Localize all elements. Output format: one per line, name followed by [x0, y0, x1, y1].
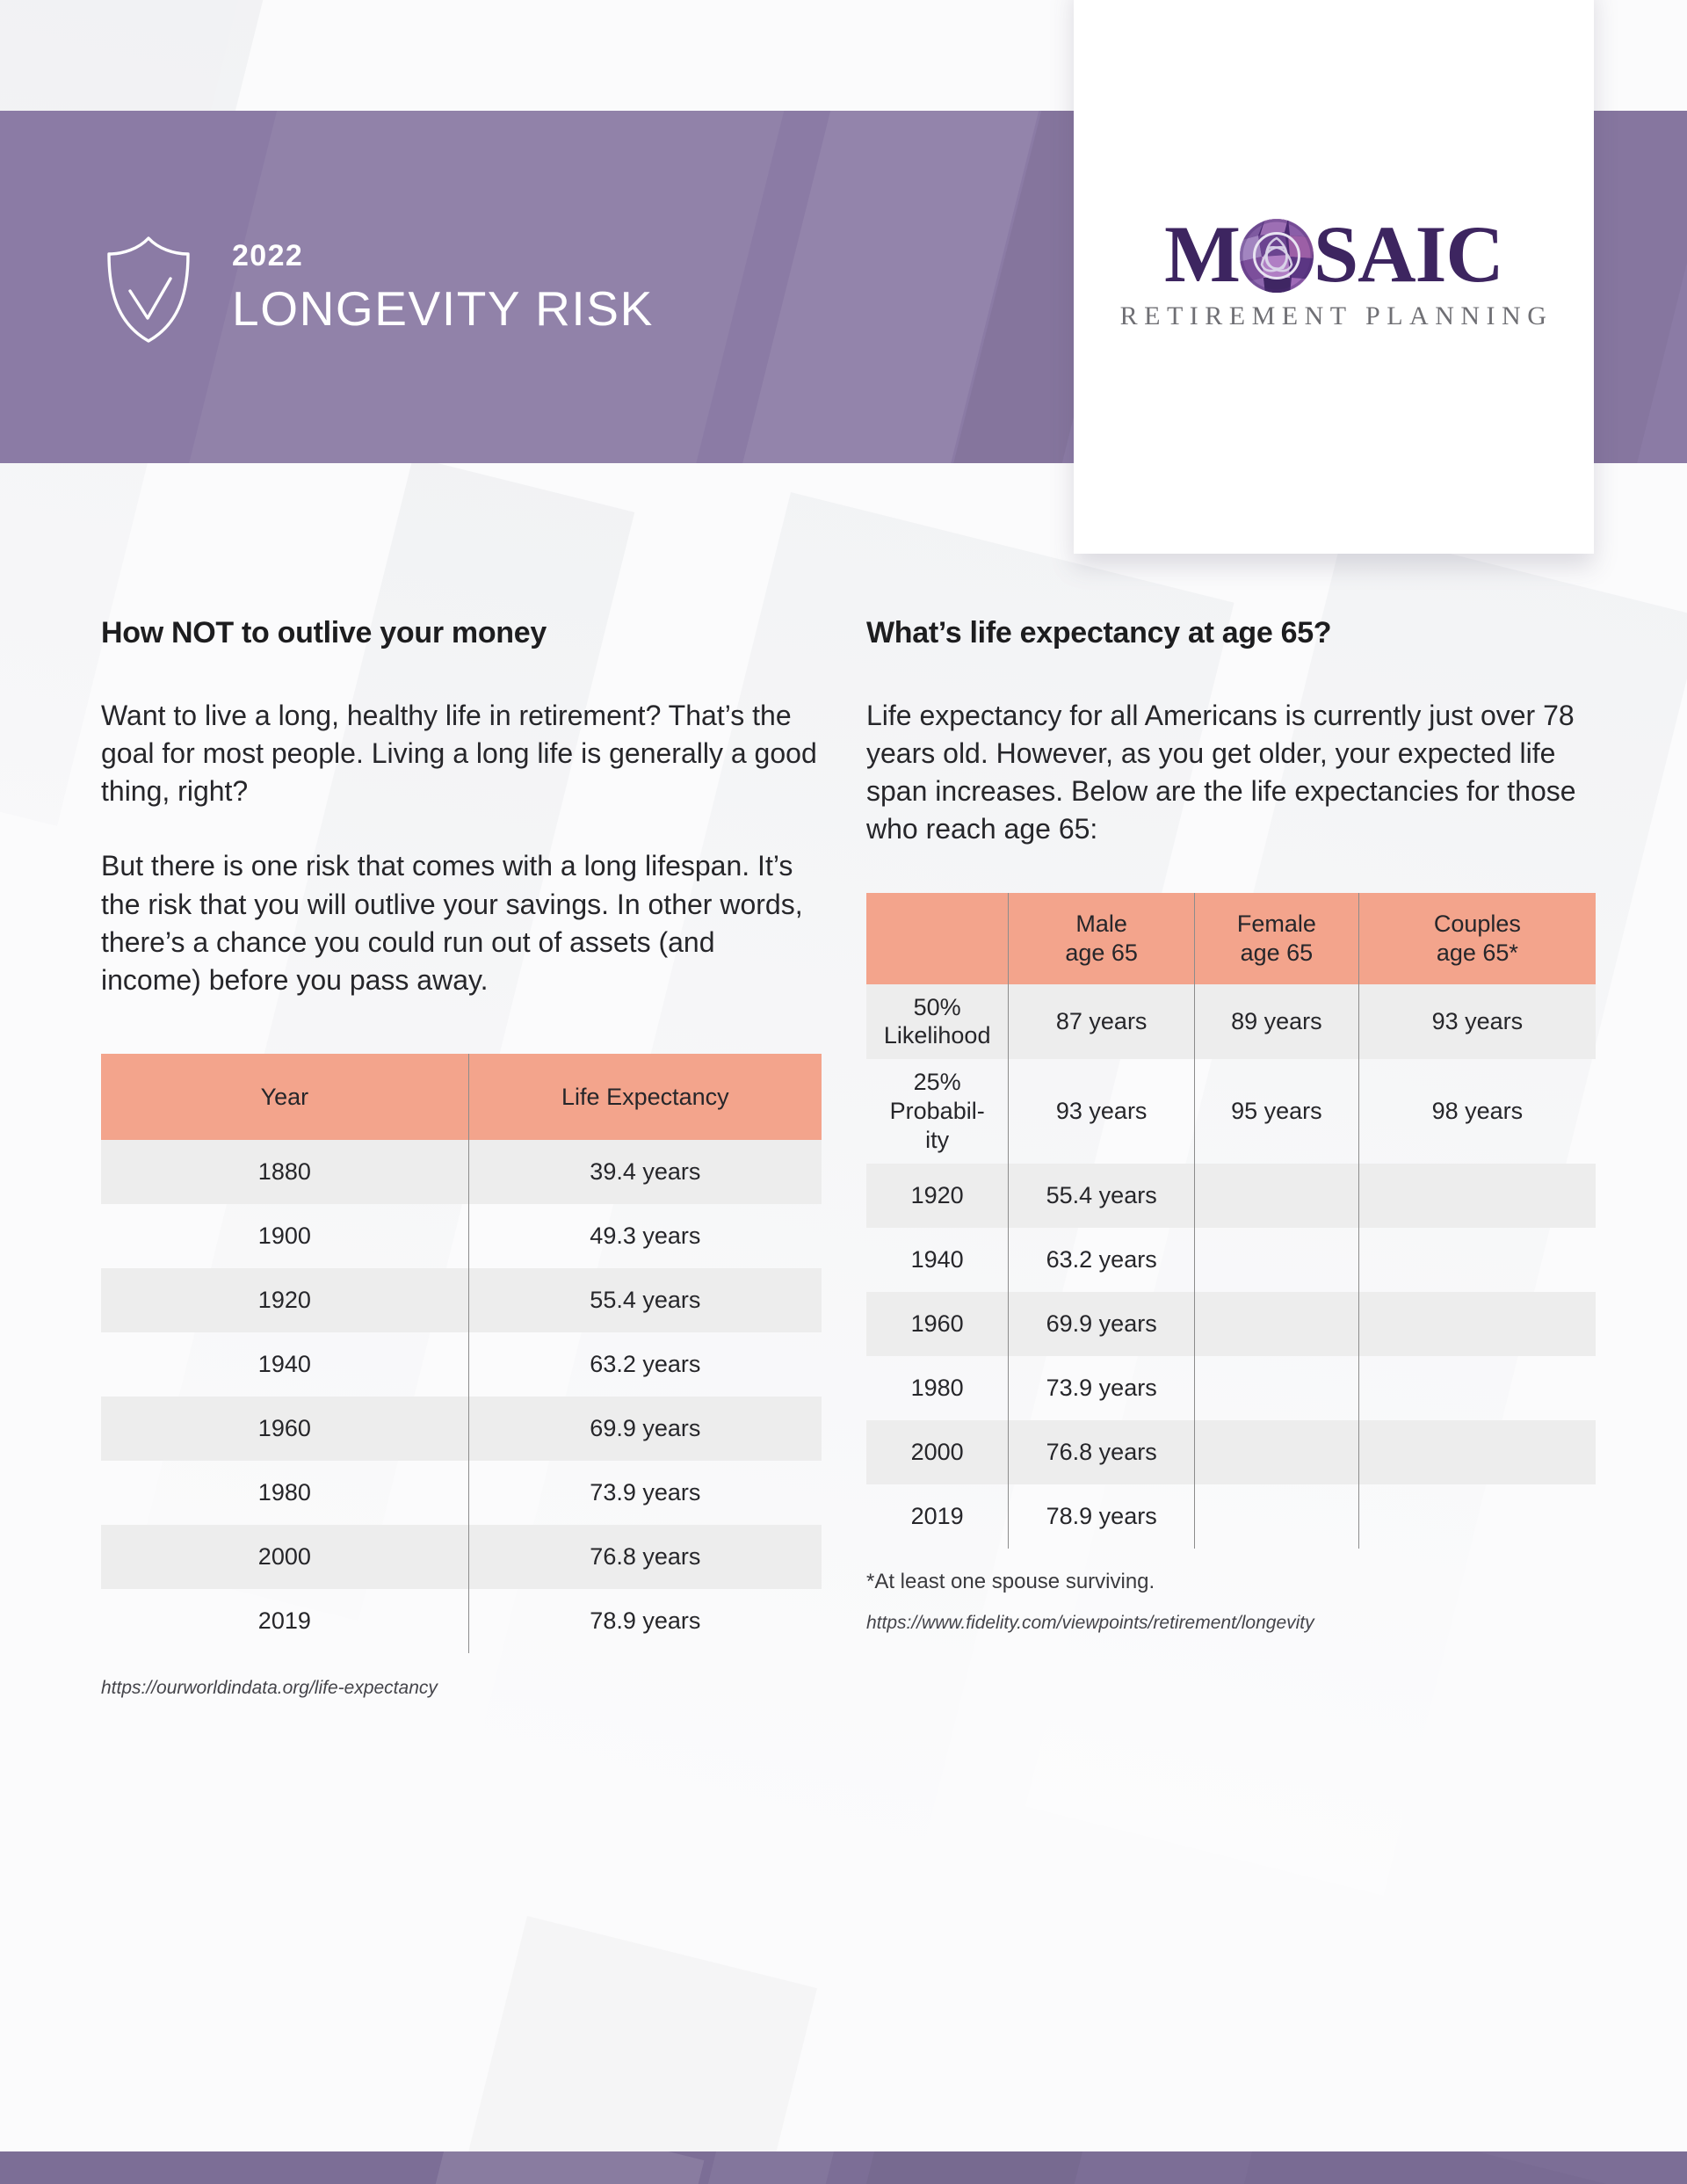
row-label-line-1: 25%	[913, 1069, 961, 1096]
header-line-1: Male	[1075, 910, 1127, 937]
logo-card	[1074, 0, 1594, 554]
table-row	[101, 1397, 822, 1461]
header-line-2: age 65	[1065, 939, 1138, 966]
row-label: 1940	[910, 1246, 964, 1273]
cell-male: 76.8 years	[1009, 1420, 1195, 1484]
table-row	[101, 1525, 822, 1589]
cell-couples	[1358, 1228, 1596, 1292]
right-paragraph-1: Life expectancy for all Americans is currently just over 78 years old. However, as you get older, your expected life span increases. Below are the life expectancies for those who reach age 65:	[866, 699, 1576, 845]
brand-logo	[1097, 209, 1571, 331]
cell-couples	[1358, 1292, 1596, 1356]
cell-year: 2019	[257, 1607, 311, 1635]
table-row	[866, 1420, 1596, 1484]
column-header-male-age-65	[1009, 893, 1195, 984]
table-row	[101, 1589, 822, 1653]
cell-female: 95 years	[1194, 1059, 1358, 1164]
cell-year: 1980	[257, 1479, 311, 1506]
table-header-row	[101, 1054, 822, 1140]
table-row	[866, 984, 1596, 1060]
left-source-link[interactable]: https://ourworldindata.org/life-expectancy	[101, 1678, 438, 1699]
right-section-heading: What’s life expectancy at age 65?	[866, 616, 1332, 649]
cell-female: 89 years	[1194, 984, 1358, 1060]
cell-year: 1960	[257, 1415, 311, 1442]
table-row	[101, 1332, 822, 1397]
cell-year: 1920	[257, 1287, 311, 1314]
cell-year: 2000	[257, 1543, 311, 1571]
left-section-heading: How NOT to outlive your money	[101, 616, 547, 649]
footer-stripe	[841, 2151, 1083, 2184]
table-row	[101, 1461, 822, 1525]
life-expectancy-by-year-table-wrapper	[101, 1054, 822, 1653]
row-label: 1980	[910, 1375, 964, 1402]
row-label-line-1: 50%	[913, 993, 961, 1020]
footer-banner	[0, 2151, 1687, 2184]
cell-couples: 93 years	[1358, 984, 1596, 1060]
table-row	[866, 1059, 1596, 1164]
left-paragraph-1: Want to live a long, healthy life in retirement? That’s the goal for most people. Living a long life is generally a good thing, right?	[101, 699, 817, 808]
shield-check-icon	[104, 235, 193, 345]
header-line-2: age 65	[1240, 939, 1314, 966]
row-label: 1960	[910, 1310, 964, 1338]
header-text-block	[232, 239, 654, 336]
cell-couples	[1358, 1420, 1596, 1484]
left-column	[101, 615, 822, 1700]
column-header-couples-age-65	[1358, 893, 1596, 984]
left-paragraph-2: But there is one risk that comes with a long lifespan. It’s the risk that you will outlive your savings. In other words, there’s a chance you could run out of assets (and income) before you pass away.	[101, 850, 803, 996]
cell-life-expectancy: 55.4 years	[468, 1268, 822, 1332]
table-row	[866, 1292, 1596, 1356]
cell-female	[1194, 1484, 1358, 1549]
cell-couples	[1358, 1484, 1596, 1549]
cell-male: 69.9 years	[1009, 1292, 1195, 1356]
column-header-blank	[866, 893, 1009, 984]
cell-female	[1194, 1164, 1358, 1228]
cell-life-expectancy: 73.9 years	[468, 1461, 822, 1525]
cell-life-expectancy: 78.9 years	[468, 1589, 822, 1653]
table-row	[101, 1268, 822, 1332]
cell-life-expectancy: 76.8 years	[468, 1525, 822, 1589]
logo-word-part-2: SAIC	[1313, 209, 1503, 299]
cell-life-expectancy: 49.3 years	[468, 1204, 822, 1268]
cell-male: 63.2 years	[1009, 1228, 1195, 1292]
table-header-row	[866, 893, 1596, 984]
cell-life-expectancy: 69.9 years	[468, 1397, 822, 1461]
table-row	[866, 1484, 1596, 1549]
logo-wordmark	[1097, 209, 1571, 299]
row-label: 2000	[910, 1439, 964, 1466]
header-line-1: Female	[1236, 910, 1316, 937]
table-row	[866, 1164, 1596, 1228]
table-row	[866, 1228, 1596, 1292]
row-label: 1920	[910, 1182, 964, 1209]
header-content	[0, 111, 654, 463]
cell-male: 87 years	[1009, 984, 1195, 1060]
cell-female	[1194, 1228, 1358, 1292]
row-label	[866, 1059, 1009, 1164]
footer-stripe	[410, 2151, 705, 2184]
row-label-line-3: ity	[925, 1127, 950, 1154]
right-source-link[interactable]: https://www.fidelity.com/viewpoints/retirement/longevity	[866, 1613, 1314, 1634]
table-row	[101, 1140, 822, 1204]
column-header-life-expectancy: Life Expectancy	[468, 1054, 822, 1140]
cell-life-expectancy: 39.4 years	[468, 1140, 822, 1204]
life-expectancy-by-year-table	[101, 1054, 822, 1653]
cell-year: 1880	[257, 1158, 311, 1186]
cell-female	[1194, 1420, 1358, 1484]
header-year: 2022	[232, 239, 304, 272]
row-label-line-2: Likelihood	[883, 1022, 991, 1049]
cell-male: 78.9 years	[1009, 1484, 1195, 1549]
cell-life-expectancy: 63.2 years	[468, 1332, 822, 1397]
right-footnote: *At least one spouse surviving.	[866, 1570, 1155, 1594]
table-row	[866, 1356, 1596, 1420]
cell-female	[1194, 1356, 1358, 1420]
cell-year: 1940	[257, 1351, 311, 1378]
footer-stripe	[683, 2151, 840, 2184]
cell-male: 55.4 years	[1009, 1164, 1195, 1228]
table-row	[101, 1204, 822, 1268]
cell-couples	[1358, 1356, 1596, 1420]
life-expectancy-age-65-table-wrapper	[866, 893, 1596, 1549]
row-label	[866, 984, 1009, 1060]
cell-couples: 98 years	[1358, 1059, 1596, 1164]
cell-year: 1900	[257, 1223, 311, 1250]
column-header-year: Year	[101, 1054, 468, 1140]
cell-male: 73.9 years	[1009, 1356, 1195, 1420]
header-line-1: Couples	[1433, 910, 1521, 937]
mosaic-triquetra-icon	[1239, 218, 1314, 294]
cell-couples	[1358, 1164, 1596, 1228]
logo-tagline: RETIREMENT PLANNING	[1119, 301, 1553, 330]
cell-male: 93 years	[1009, 1059, 1195, 1164]
column-header-female-age-65	[1194, 893, 1358, 984]
footer-stripe	[1219, 2151, 1687, 2184]
right-column	[866, 615, 1596, 1636]
row-label-line-2: Probabil-	[889, 1098, 985, 1125]
logo-word-part-1: M	[1164, 209, 1240, 299]
background-shape	[438, 1916, 817, 2184]
page-title: LONGEVITY RISK	[232, 281, 654, 336]
header-line-2: age 65*	[1436, 939, 1518, 966]
cell-female	[1194, 1292, 1358, 1356]
life-expectancy-age-65-table	[866, 893, 1596, 1549]
row-label: 2019	[910, 1503, 964, 1530]
